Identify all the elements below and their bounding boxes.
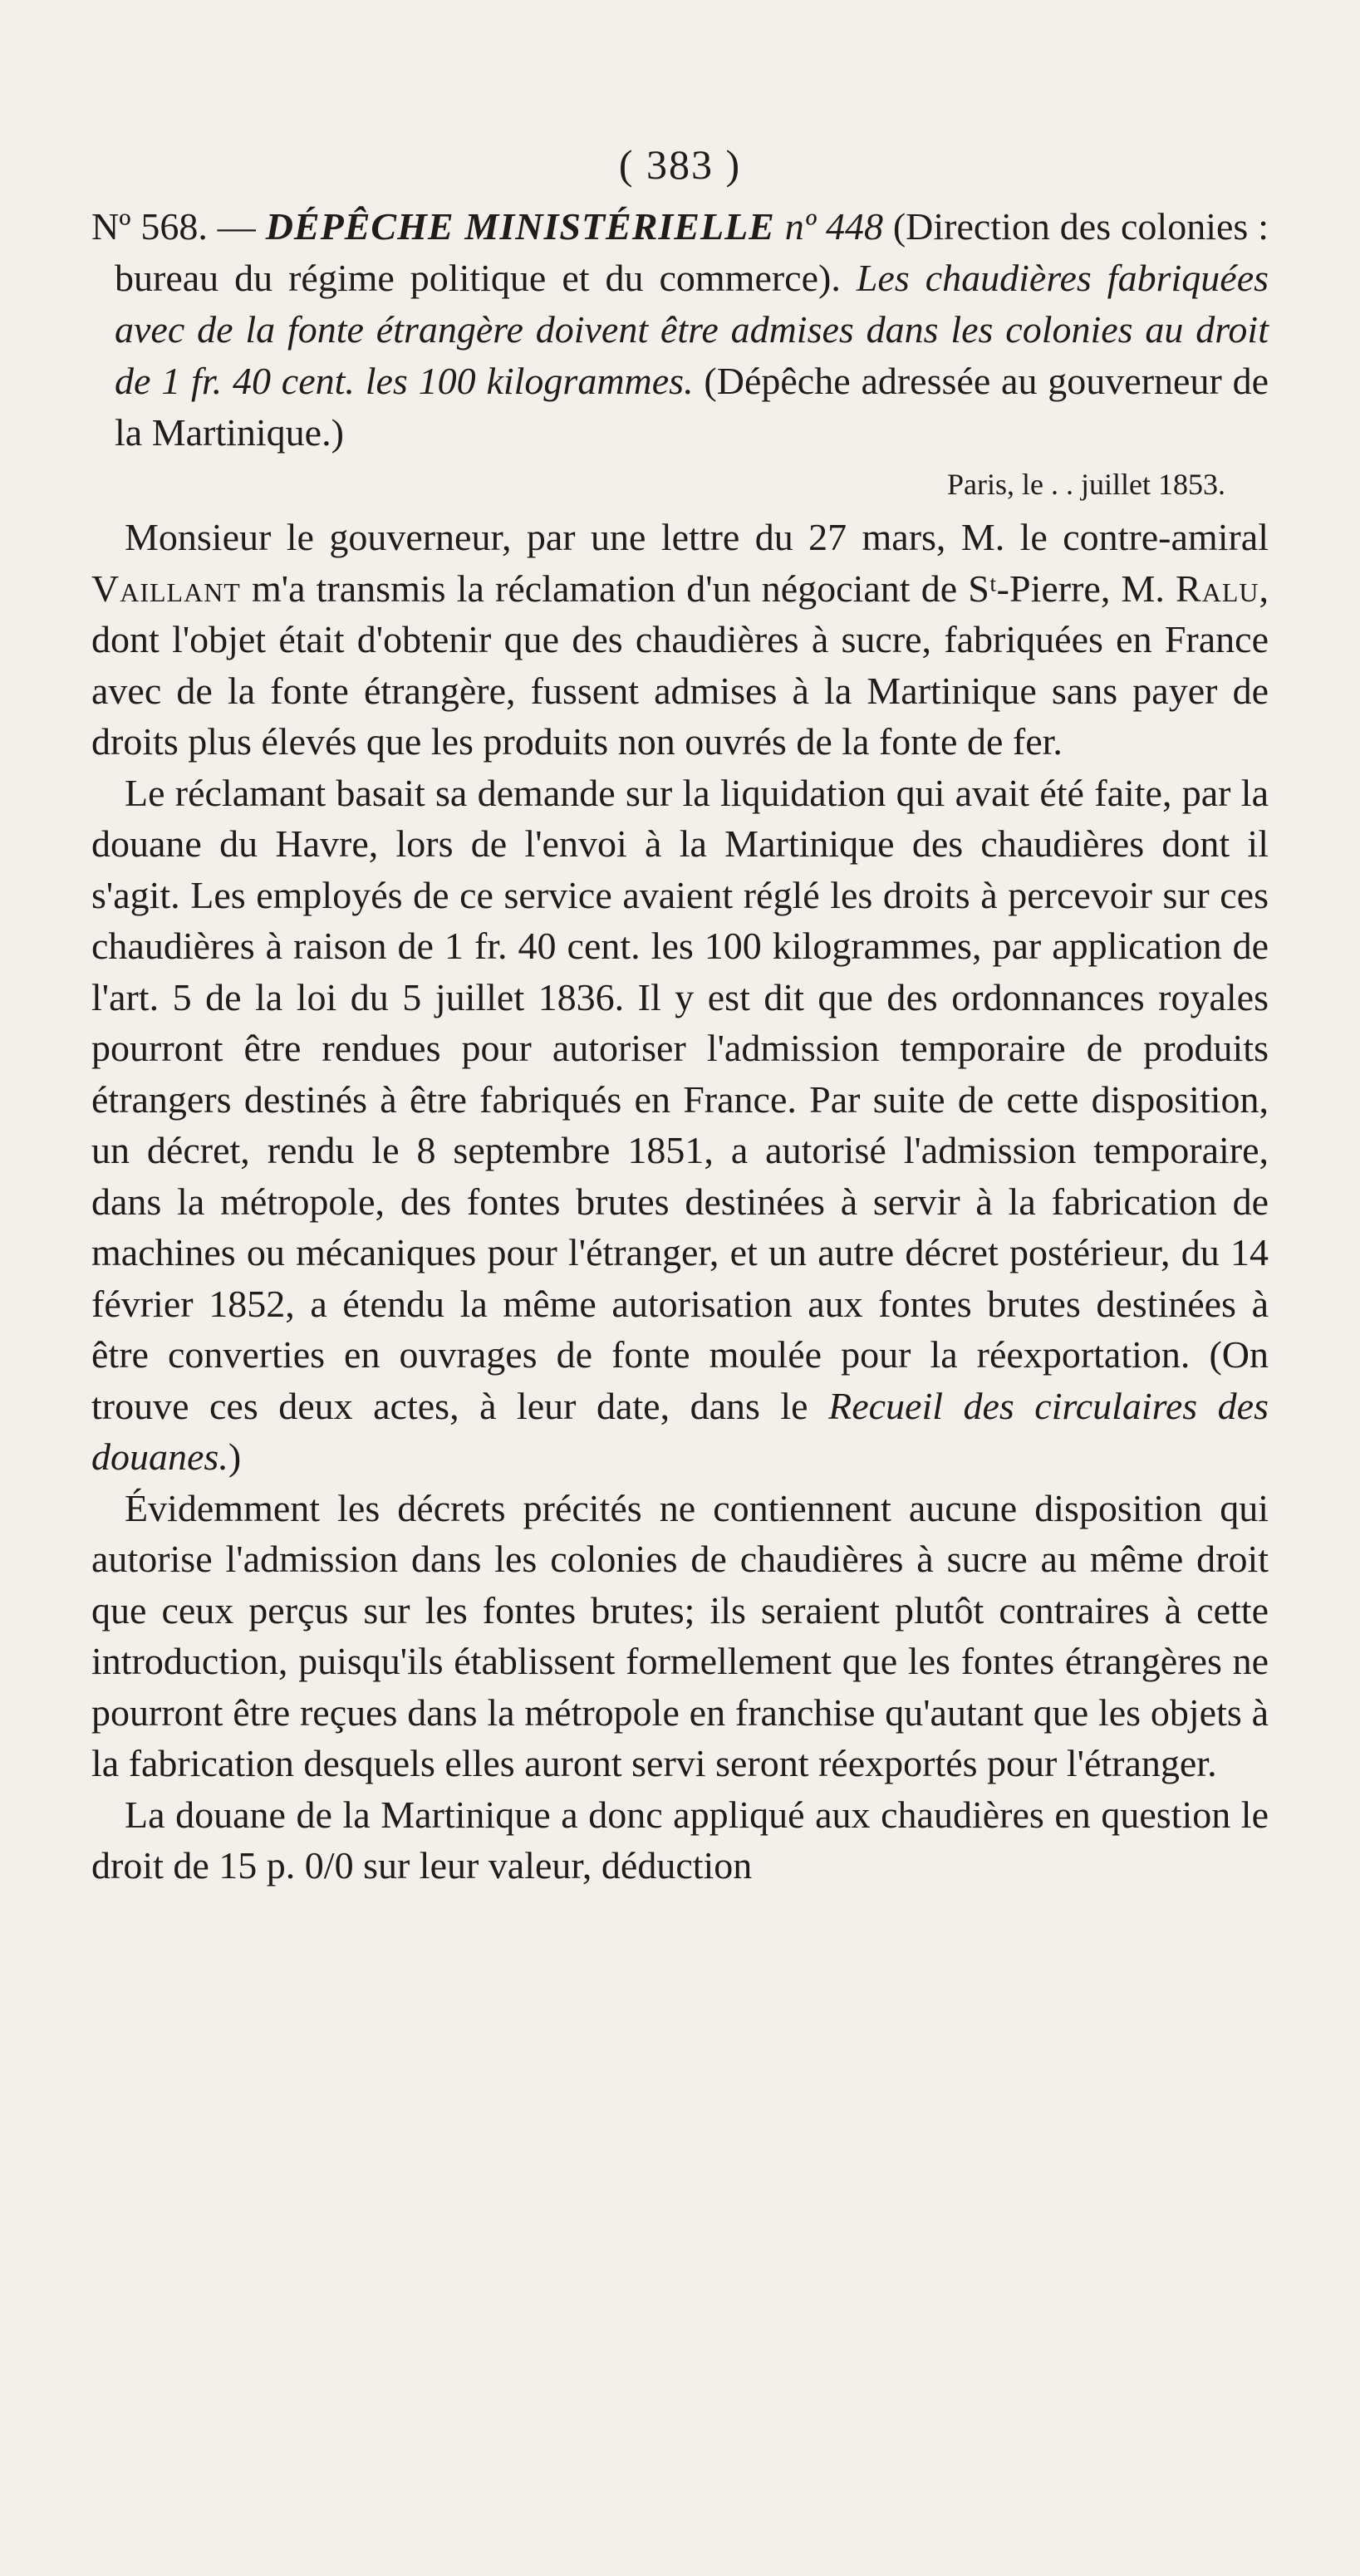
dateline: Paris, le . . juillet 1853. (947, 468, 1225, 501)
dispatch-addressee: (Dépêche adressée au gouverneur de la Martinique.) (115, 360, 1269, 454)
paragraph-2-text-a: Le réclamant basait sa demande sur la liquidation qui avait été faite, par la douane du Havre, lors de l'envoi à la Martinique des chaudières dont il s'agit. Les employés de ce service avaient réglé les droits à percevoir sur ces chaudières à raison de 1 fr. 40 cent. les 100 kilogrammes, par application de l'art. 5 de la loi du 5 juillet 1836. Il y est dit que des ordonnances royales pourront être rendues pour autoriser l'admission temporaire de produits étrangers destinés à être fabriqués en France. Par suite de cette disposition, un décret, rendu le 8 septembre 1851, a autorisé l'admission temporaire, dans la métropole, des fontes brutes destinées à servir à la fabrication de machines ou mécaniques pour l'étranger, et un autre décret postérieur, du 14 février 1852, a étendu la même autorisation aux fontes brutes destinées à être converties en ouvrages de fonte moulée pour la réexportation. (On trouve ces deux actes, à leur date, dans le (91, 771, 1269, 1427)
entry-number: Nº 568. — (91, 205, 256, 248)
person-name-vaillant: Vaillant (91, 567, 241, 610)
dispatch-summary: Les chaudières fabriquées avec de la fonte étrangère doivent être admises dans les colonies au droit de 1 fr. 40 cent. les 100 kilogrammes. (115, 257, 1269, 402)
paragraph-3: Évidemment les décrets précités ne contiennent aucune disposition qui autorise l'admission dans les colonies de chaudières à sucre au même droit que ceux perçus sur les fontes brutes; ils seraient plutôt contraires à cette introduction, puisqu'ils établissent formellement que les fontes étrangères ne pourront être reçues dans la métropole en franchise qu'autant que les objets à la fabrication desquels elles auront servi seront réexportés pour l'étranger. (91, 1486, 1269, 1784)
recueil-title: Recueil des circulaires des douanes. (91, 1384, 1269, 1478)
dispatch-title: DÉPÊCHE MINISTÉRIELLE (265, 205, 775, 248)
dispatch-number: nº 448 (784, 205, 883, 248)
paragraph-2-text-b: ) (228, 1435, 242, 1478)
paragraph-4: La douane de la Martinique a donc appliqué aux chaudières en question le droit de 15 p. 0/0 sur leur valeur, déduction (91, 1793, 1269, 1887)
paragraph-1-text-c: , dont l'objet était d'obtenir que des chaudières à sucre, fabriquées en France avec de la fonte étrangère, fussent admises à la Martinique sans payer de droits plus élevés que les produits non ouvrés de la fonte de fer. (91, 567, 1269, 763)
paragraph-2 (91, 768, 1269, 1483)
paragraph-1-text-b: m'a transmis la réclamation d'un négociant de Sᵗ-Pierre, M. (252, 567, 1165, 610)
paragraph-1-text-a: Monsieur le gouverneur, par une lettre du 27 mars, M. le contre-amiral (125, 516, 1269, 558)
entry-heading (91, 201, 1269, 459)
paragraph-1 (91, 512, 1269, 768)
page-number: ( 383 ) (618, 141, 742, 188)
person-name-ralu: Ralu (1176, 567, 1259, 610)
dispatch-direction: (Direction des colonies : bureau du régime politique et du commerce). (115, 205, 1269, 299)
